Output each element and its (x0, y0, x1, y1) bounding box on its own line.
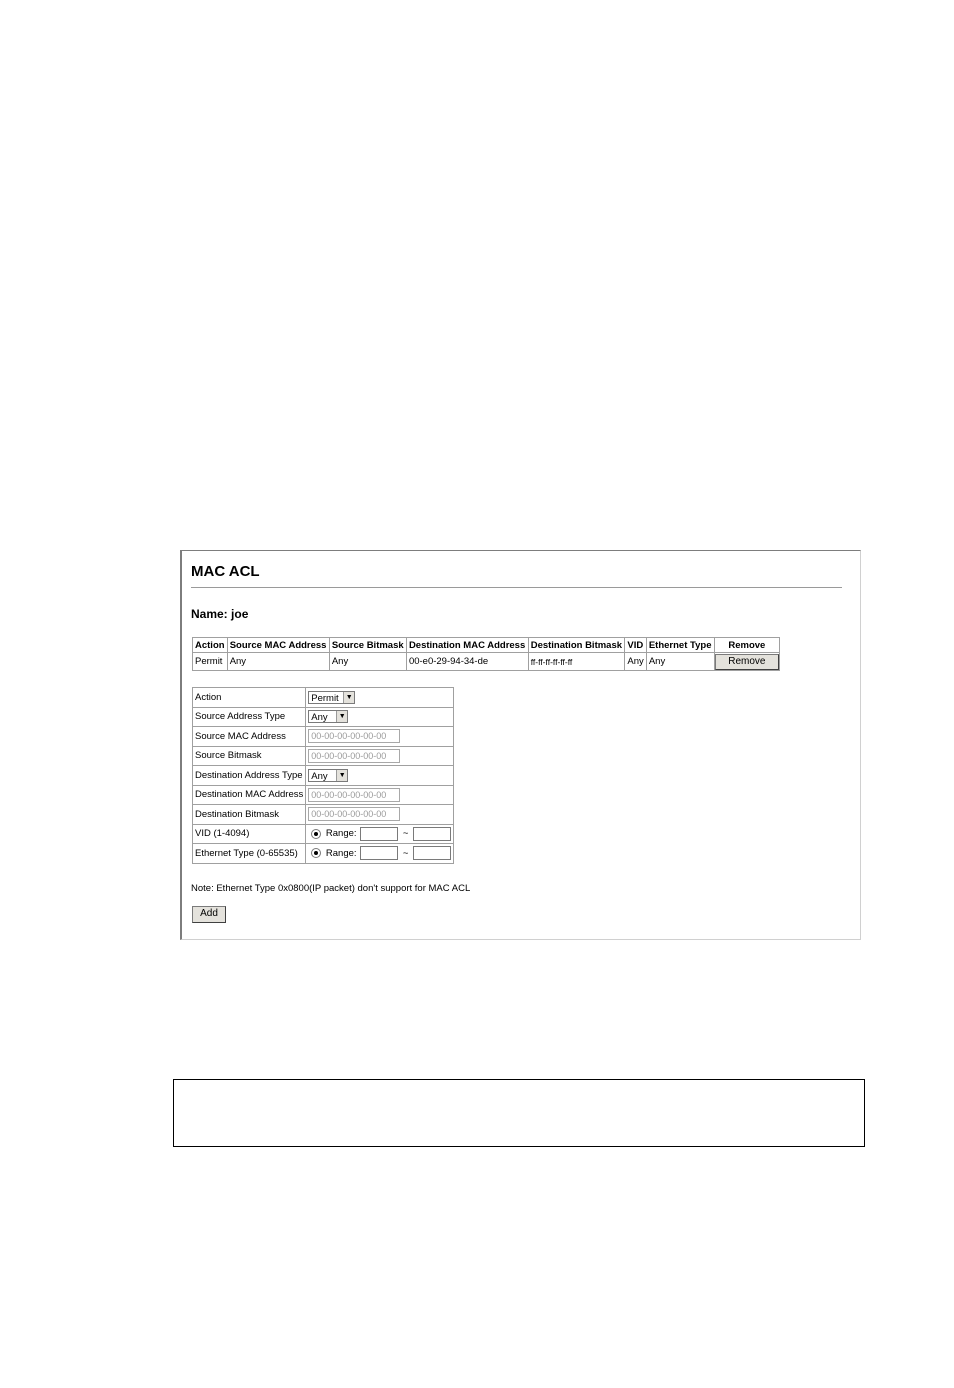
ethernet-type-range-start-input[interactable] (360, 846, 398, 860)
source-bitmask-input[interactable]: 00-00-00-00-00-00 (308, 749, 400, 763)
table-header-row (193, 638, 780, 653)
header-action: Action (193, 638, 228, 653)
form-row-ethernet-type (193, 844, 454, 864)
cell-source-bitmask: Any (329, 653, 406, 671)
form-row-source-mac (193, 727, 454, 747)
action-select-value: Permit (311, 692, 339, 704)
ethernet-type-range-separator: ~ (402, 847, 409, 859)
add-rule-form (192, 687, 454, 864)
vid-label: VID (1-4094) (193, 824, 306, 844)
cell-dest-mac: 00-e0-29-94-34-de (406, 653, 528, 671)
ethernet-type-label: Ethernet Type (0-65535) (193, 844, 306, 864)
page-title: MAC ACL (191, 563, 260, 580)
action-label: Action (193, 688, 306, 708)
dest-address-type-label: Destination Address Type (193, 766, 306, 786)
dest-mac-input[interactable]: 00-00-00-00-00-00 (308, 788, 400, 802)
ethernet-type-range-radio[interactable] (311, 848, 321, 858)
dest-bitmask-input[interactable]: 00-00-00-00-00-00 (308, 807, 400, 821)
acl-name-value: joe (231, 607, 249, 621)
source-bitmask-label: Source Bitmask (193, 746, 306, 766)
action-select[interactable] (308, 691, 355, 704)
source-address-type-value: Any (311, 712, 328, 724)
form-row-action (193, 688, 454, 708)
dest-bitmask-label: Destination Bitmask (193, 805, 306, 825)
chevron-down-icon: ▼ (336, 711, 347, 722)
form-row-source-address-type (193, 707, 454, 727)
form-row-dest-mac (193, 785, 454, 805)
vid-range-radio[interactable] (311, 829, 321, 839)
ethernet-type-range-end-input[interactable] (413, 846, 451, 860)
cell-source-mac: Any (227, 653, 329, 671)
vid-range-start-input[interactable] (360, 827, 398, 841)
header-source-bitmask: Source Bitmask (329, 638, 406, 653)
vid-range-end-input[interactable] (413, 827, 451, 841)
vid-range-separator: ~ (402, 828, 409, 840)
cell-dest-bitmask: ff-ff-ff-ff-ff-ff (528, 653, 625, 671)
header-remove: Remove (714, 638, 779, 653)
header-dest-mac: Destination MAC Address (406, 638, 528, 653)
cell-remove (714, 653, 779, 671)
acl-rules-table (192, 637, 780, 671)
source-address-type-select[interactable] (308, 710, 348, 723)
header-ethernet-type: Ethernet Type (646, 638, 714, 653)
source-address-type-label: Source Address Type (193, 707, 306, 727)
acl-name (191, 607, 248, 621)
vid-range-label: Range: (325, 828, 357, 840)
chevron-down-icon: ▼ (336, 770, 347, 781)
header-dest-bitmask: Destination Bitmask (528, 638, 625, 653)
dest-address-type-select[interactable] (308, 769, 348, 782)
remove-button[interactable]: Remove (715, 654, 779, 670)
acl-name-label: Name: (191, 607, 228, 621)
mac-acl-screenshot (180, 550, 861, 940)
source-mac-input[interactable]: 00-00-00-00-00-00 (308, 729, 400, 743)
dest-mac-label: Destination MAC Address (193, 785, 306, 805)
chevron-down-icon: ▼ (343, 692, 354, 703)
title-divider (191, 587, 842, 588)
cell-action: Permit (193, 653, 228, 671)
cell-vid: Any (625, 653, 646, 671)
form-row-dest-bitmask (193, 805, 454, 825)
add-button[interactable]: Add (192, 906, 226, 923)
form-row-source-bitmask (193, 746, 454, 766)
ethernet-type-note: Note: Ethernet Type 0x0800(IP packet) don't support for MAC ACL (191, 883, 471, 894)
empty-note-box (173, 1079, 865, 1147)
form-row-vid (193, 824, 454, 844)
source-mac-label: Source MAC Address (193, 727, 306, 747)
form-row-dest-address-type (193, 766, 454, 786)
header-vid: VID (625, 638, 646, 653)
header-source-mac: Source MAC Address (227, 638, 329, 653)
cell-ethernet-type: Any (646, 653, 714, 671)
table-row (193, 653, 780, 671)
ethernet-type-range-label: Range: (325, 847, 357, 859)
dest-address-type-value: Any (311, 770, 328, 782)
